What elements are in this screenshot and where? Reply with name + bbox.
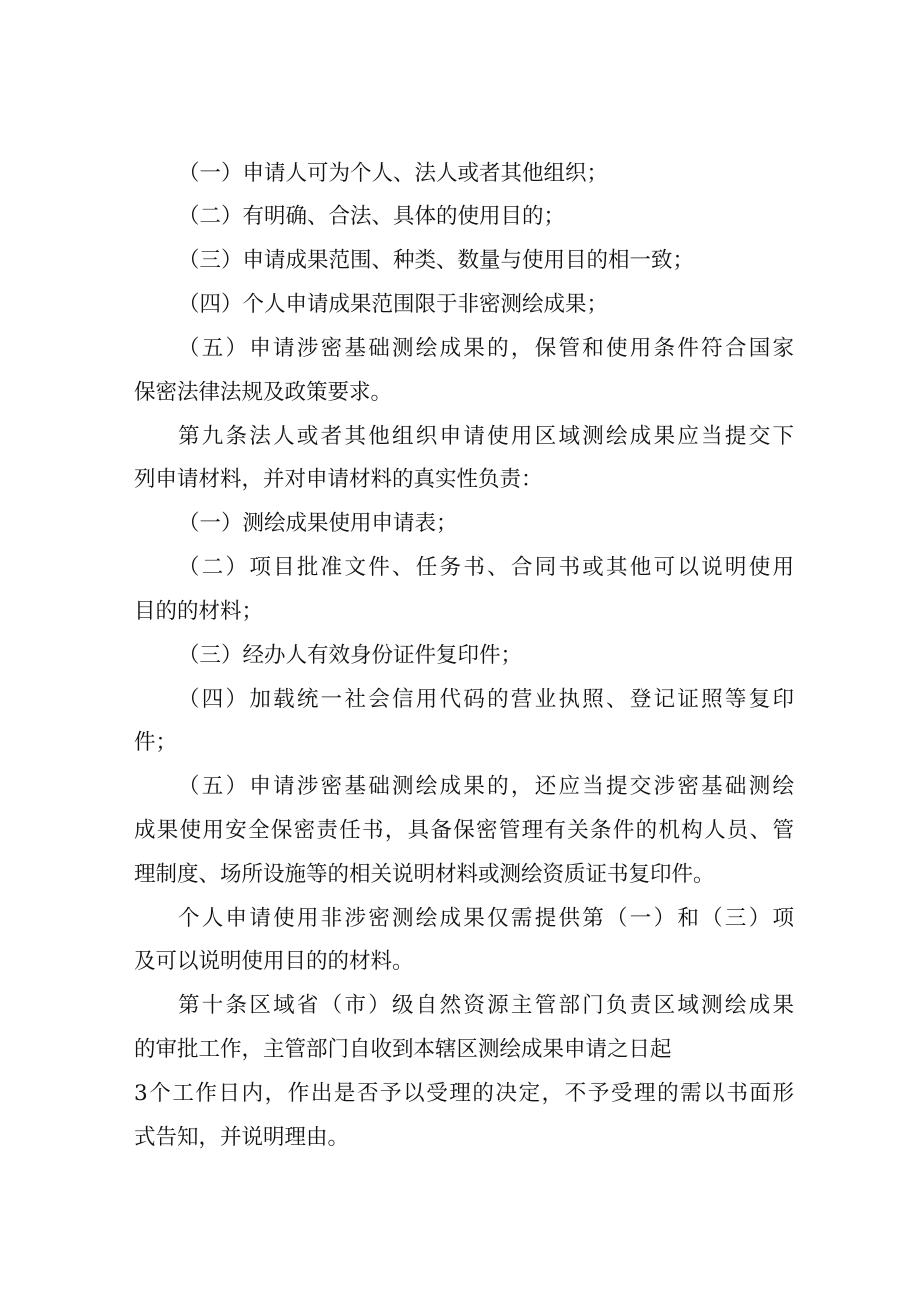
- text-line: 理制度、场所设施等的相关说明材料或测绘资质证书复印件。: [134, 862, 715, 887]
- text-line: 的审批工作，主管部门自收到本辖区测绘成果申请之日起: [134, 1037, 672, 1062]
- text-line: 第九条法人或者其他组织申请使用区域测绘成果应当提交下: [178, 424, 794, 449]
- text-line: 保密法律法规及政策要求。: [134, 380, 393, 405]
- text-line: 件；: [134, 730, 178, 755]
- text-line: （五）申请涉密基础测绘成果的，还应当提交涉密基础测绘: [178, 774, 794, 799]
- text-line: 目的的材料；: [134, 599, 264, 624]
- text-line: 式告知，并说明理由。: [134, 1125, 350, 1150]
- text-line: （五）申请涉密基础测绘成果的，保管和使用条件符合国家: [178, 336, 794, 361]
- text-line: （四）个人申请成果范围限于非密测绘成果；: [178, 292, 609, 317]
- text-line: （一）测绘成果使用申请表；: [178, 511, 458, 536]
- text-line: （一）申请人可为个人、法人或者其他组织；: [178, 161, 609, 186]
- text-line: 列申请材料，并对申请材料的真实性负责：: [134, 467, 543, 492]
- text-line: （三）经办人有效身份证件复印件；: [178, 643, 523, 668]
- text-line: （二）有明确、合法、具体的使用目的；: [178, 204, 566, 229]
- text-line: （三）申请成果范围、种类、数量与使用目的相一致；: [178, 248, 695, 273]
- text-line: 及可以说明使用目的的材料。: [134, 949, 414, 974]
- text-line: 成果使用安全保密责任书，具备保密管理有关条件的机构人员、管: [134, 818, 794, 843]
- text-line: 3个工作日内，作出是否予以受理的决定，不予受理的需以书面形: [134, 1081, 794, 1106]
- text-line: 个人申请使用非涉密测绘成果仅需提供第（一）和（三）项: [178, 906, 794, 931]
- text-line: （二）项目批准文件、任务书、合同书或其他可以说明使用: [178, 555, 794, 580]
- text-line: （四）加载统一社会信用代码的营业执照、登记证照等复印: [178, 687, 794, 712]
- text-line: 第十条区域省（市）级自然资源主管部门负责区域测绘成果: [178, 993, 794, 1018]
